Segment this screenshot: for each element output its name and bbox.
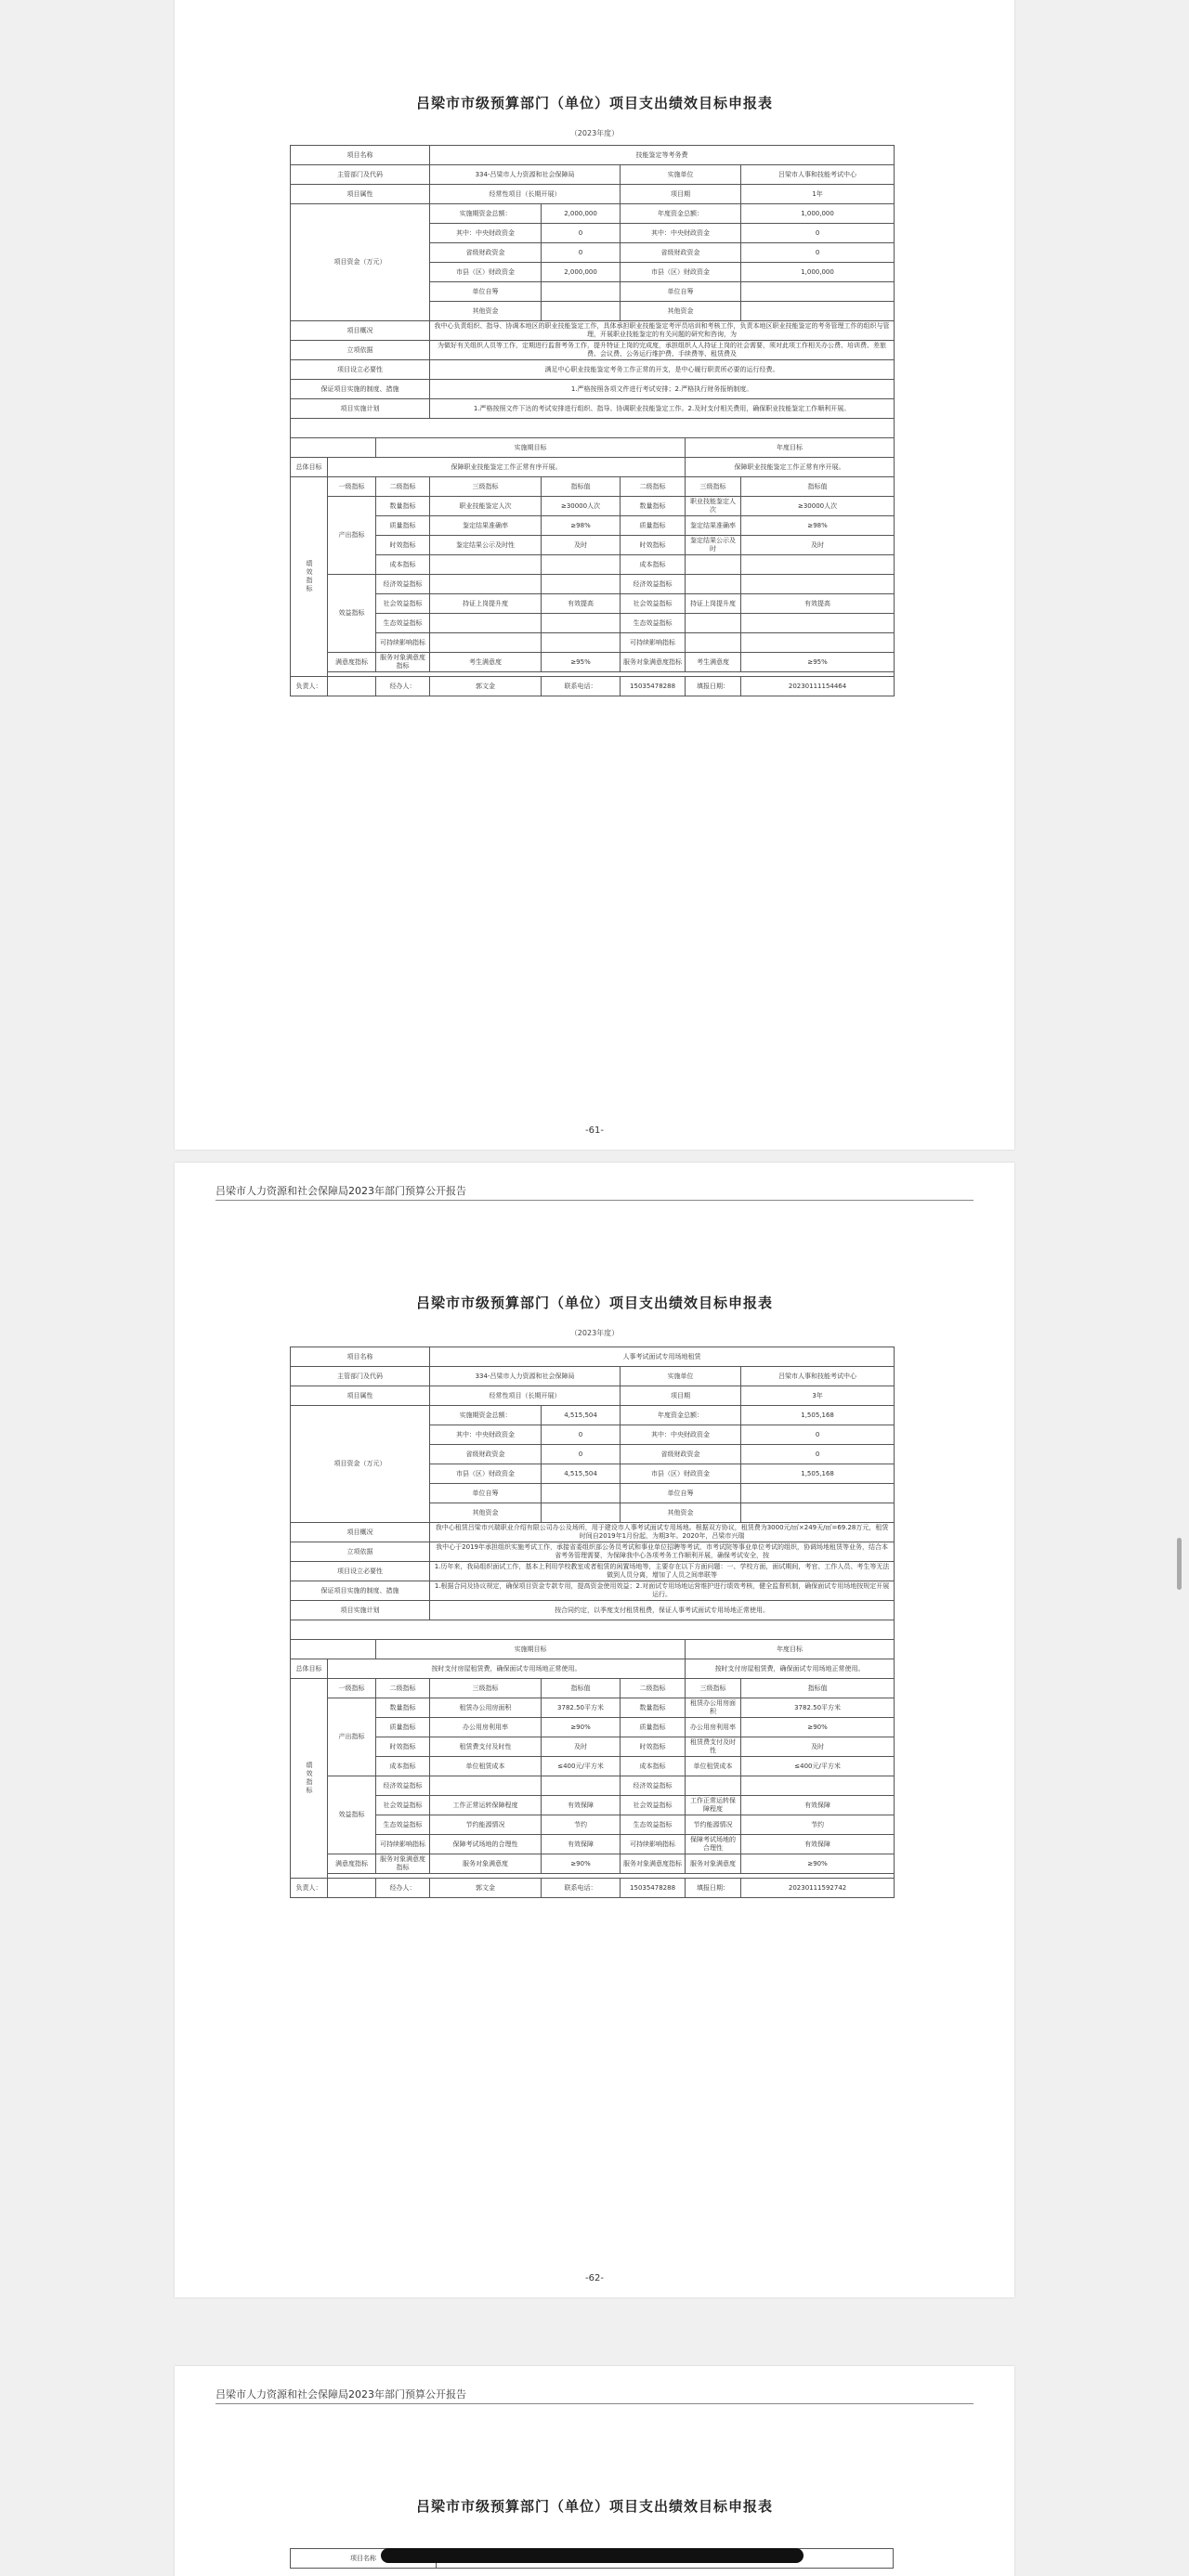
table-cell: 有效保障 (741, 1796, 895, 1815)
label-responsible: 负责人： (291, 677, 328, 696)
value-fill-date: 20230111592742 (741, 1879, 895, 1898)
value-responsible (328, 677, 376, 696)
table-cell: 其中：中央财政资金 (621, 224, 741, 243)
header-rule (216, 1200, 973, 1201)
page-number: -62- (585, 2273, 604, 2283)
label-handler: 经办人： (376, 677, 430, 696)
table-cell: 省级财政资金 (430, 243, 542, 263)
table-cell: 质量指标 (376, 516, 430, 536)
label-fill-date: 填报日期： (686, 1879, 741, 1898)
table-cell: 二级指标 (376, 477, 430, 497)
blank-cell (291, 1640, 376, 1659)
label-project-attr: 项目属性 (291, 1386, 430, 1406)
table-cell: 市县（区）财政资金 (621, 263, 741, 282)
table-cell: 年度资金总额： (621, 1406, 741, 1425)
value-period: 3年 (741, 1386, 895, 1406)
table-cell: 其中：中央财政资金 (430, 1425, 542, 1445)
table-cell: 鉴定结果公示及时性 (430, 536, 542, 555)
table-cell: 省级财政资金 (621, 243, 741, 263)
label-funds: 项目资金（万元） (291, 204, 430, 321)
table-cell: 服务对象满意度 (430, 1854, 542, 1874)
table-cell (542, 575, 621, 594)
value-fill-date: 20230111154464 (741, 677, 895, 696)
table-cell: 0 (741, 243, 895, 263)
table-cell: 工作正常运转保障程度 (686, 1796, 741, 1815)
table-cell: 1,505,168 (741, 1464, 895, 1484)
table-cell: 年度资金总额： (621, 204, 741, 224)
table-cell: 三级指标 (430, 477, 542, 497)
label-perf-indicator: 绩效指标 (291, 477, 328, 677)
table-cell (741, 555, 895, 575)
table-cell: 租赁费支付及时性 (430, 1737, 542, 1757)
table-cell: 其中：中央财政资金 (621, 1425, 741, 1445)
value-project-name: 技能鉴定等考务费 (430, 146, 895, 165)
performance-target-table (290, 145, 895, 696)
table-cell: 实施期资金总额： (430, 204, 542, 224)
value-impl-plan: 1.严格按照文件下达的考试安排进行组织、指导、协调职业技能鉴定工作。2.及时支付相关费用，确保职业技能鉴定工作顺利开展。 (430, 399, 895, 419)
table-cell: ≥90% (741, 1718, 895, 1737)
table-cell: 实施期资金总额： (430, 1406, 542, 1425)
table-cell (542, 555, 621, 575)
value-impl-unit: 吕梁市人事和技能考试中心 (741, 165, 895, 185)
value-necessity: 1.历年来，我局组织面试工作，基本上利用学校教室或者租赁的闲置场地等，主要存在以下方面问题：一、学校方面，面试期间，考官、工作人员、考生等无法做到人员分离，增加了人员之间串联等 (430, 1562, 895, 1581)
label-overall-goal: 总体目标 (291, 458, 328, 477)
table-cell: 可持续影响指标 (376, 633, 430, 653)
table-cell: 经济效益指标 (621, 1776, 686, 1796)
table-cell: 生态效益指标 (376, 1815, 430, 1835)
table-cell: 鉴定结果准确率 (430, 516, 542, 536)
table-cell: 二级指标 (376, 1679, 430, 1698)
scrollbar-thumb[interactable] (1177, 1538, 1182, 1590)
table-cell: 职业技能鉴定人次 (430, 497, 542, 516)
table-cell: 二级指标 (621, 477, 686, 497)
table-cell: 办公用房利用率 (686, 1718, 741, 1737)
table-cell: 省级财政资金 (430, 1445, 542, 1464)
header-rule (216, 2403, 973, 2404)
table-cell: 可持续影响指标 (621, 633, 686, 653)
table-cell: 鉴定结果公示及时 (686, 536, 741, 555)
label-basis: 立项依据 (291, 341, 430, 360)
table-cell: 0 (542, 224, 621, 243)
table-cell: ≥98% (542, 516, 621, 536)
value-impl-unit: 吕梁市人事和技能考试中心 (741, 1367, 895, 1386)
label-guarantee: 保证项目实施的制度、措施 (291, 380, 430, 399)
table-cell: 经济效益指标 (376, 1776, 430, 1796)
table-cell: 工作正常运转保障程度 (430, 1796, 542, 1815)
table-cell: 可持续影响指标 (376, 1835, 430, 1854)
table-cell: 有效保障 (542, 1796, 621, 1815)
table-cell: 及时 (741, 536, 895, 555)
table-cell: 有效提高 (741, 594, 895, 614)
table-cell (430, 614, 542, 633)
value-project-attr: 经常性项目（长期开展） (430, 1386, 621, 1406)
table-cell: 节约能源情况 (686, 1815, 741, 1835)
dynamic-island (381, 2548, 804, 2563)
table-cell: 指标值 (741, 1679, 895, 1698)
blank-row (291, 1620, 895, 1640)
label-project-name: 项目名称 (291, 1347, 430, 1367)
document-page-2 (175, 1163, 1014, 2297)
label-responsible: 负责人： (291, 1879, 328, 1898)
label-plan-goal: 实施期目标 (376, 1640, 686, 1659)
table-cell: 数量指标 (621, 497, 686, 516)
performance-target-table (290, 1347, 895, 1898)
table-cell: 市县（区）财政资金 (430, 263, 542, 282)
value-phone: 15035478288 (621, 677, 686, 696)
label-plan-goal: 实施期目标 (376, 438, 686, 458)
table-cell: 其中：中央财政资金 (430, 224, 542, 243)
table-cell: 保障考试场地的合理性 (686, 1835, 741, 1854)
table-cell (430, 1776, 542, 1796)
label-overview: 项目概况 (291, 321, 430, 341)
table-cell: 及时 (542, 536, 621, 555)
table-cell (430, 555, 542, 575)
value-necessity: 满足中心职业技能鉴定考务工作正常的开支，是中心履行职责所必要的运行经费。 (430, 360, 895, 380)
table-cell (542, 614, 621, 633)
table-cell (542, 1776, 621, 1796)
indicator-level1: 满意度指标 (328, 1854, 376, 1874)
table-cell: 市县（区）财政资金 (621, 1464, 741, 1484)
form-title: 吕梁市市级预算部门（单位）项目支出绩效目标申报表 (415, 2498, 773, 2515)
document-page-1 (175, 0, 1014, 1150)
table-cell: 租赁费支付及时性 (686, 1737, 741, 1757)
table-cell: ≥95% (741, 653, 895, 672)
table-cell (686, 575, 741, 594)
table-cell (741, 1776, 895, 1796)
table-cell: 服务对象满意度指标 (376, 1854, 430, 1874)
table-cell: 指标值 (542, 477, 621, 497)
table-cell (542, 302, 621, 321)
running-header: 吕梁市人力资源和社会保障局2023年部门预算公开报告 (216, 2388, 466, 2400)
label-impl-plan: 项目实施计划 (291, 1601, 430, 1620)
table-cell: 经济效益指标 (621, 575, 686, 594)
table-cell: 有效保障 (542, 1835, 621, 1854)
table-cell: 0 (741, 1425, 895, 1445)
label-annual-goal: 年度目标 (686, 1640, 895, 1659)
table-cell (542, 1503, 621, 1523)
table-cell: 生态效益指标 (621, 1815, 686, 1835)
table-cell (686, 614, 741, 633)
table-cell: 保障考试场地的合理性 (430, 1835, 542, 1854)
table-cell (686, 1776, 741, 1796)
label-dept-code: 主管部门及代码 (291, 165, 430, 185)
indicator-level1: 产出指标 (328, 497, 376, 575)
table-cell: 1,000,000 (741, 204, 895, 224)
table-cell: 单位自筹 (621, 282, 741, 302)
label-period: 项目期 (621, 1386, 741, 1406)
table-cell: 考生满意度 (430, 653, 542, 672)
table-cell (430, 575, 542, 594)
table-cell: 服务对象满意度指标 (621, 1854, 686, 1874)
table-cell: 指标值 (542, 1679, 621, 1698)
table-cell: 单位租赁成本 (430, 1757, 542, 1776)
table-cell: 时效指标 (621, 1737, 686, 1757)
table-cell: 0 (741, 1445, 895, 1464)
table-cell: 成本指标 (376, 1757, 430, 1776)
table-cell: 3782.50平方米 (741, 1698, 895, 1718)
value-handler: 郭文金 (430, 1879, 542, 1898)
table-cell: 办公用房利用率 (430, 1718, 542, 1737)
table-cell: 3782.50平方米 (542, 1698, 621, 1718)
table-cell: 一级指标 (328, 1679, 376, 1698)
value-phone: 15035478288 (621, 1879, 686, 1898)
table-cell: 数量指标 (376, 497, 430, 516)
table-cell: 4,515,504 (542, 1406, 621, 1425)
table-cell (542, 282, 621, 302)
table-cell: 节约 (741, 1815, 895, 1835)
label-impl-unit: 实施单位 (621, 165, 741, 185)
table-cell (741, 614, 895, 633)
table-cell: 节约能源情况 (430, 1815, 542, 1835)
table-cell: 社会效益指标 (621, 594, 686, 614)
table-cell: 持证上岗提升度 (686, 594, 741, 614)
table-cell: 数量指标 (376, 1698, 430, 1718)
label-period: 项目期 (621, 185, 741, 204)
table-cell: 二级指标 (621, 1679, 686, 1698)
value-basis: 我中心于2019年承担组织实施考试工作，承接省委组织部公务员考试和事业单位招聘等考试，市考试院等事业单位考试的组织，协调场地租赁等业务，结合本省考务管理需要，为保障我中心各项考务工作顺利开展，确保考试安全，按 (430, 1542, 895, 1562)
value-guarantee: 1.根据合同及协议规定，确保项目资金专款专用，提高资金使用效益；2.对面试专用场地运营维护进行绩效考核，健全监督机制，确保面试专用场地按规定开展运行。 (430, 1581, 895, 1601)
table-cell: 持证上岗提升度 (430, 594, 542, 614)
indicator-level1: 效益指标 (328, 575, 376, 653)
table-cell: 0 (741, 224, 895, 243)
label-necessity: 项目设立必要性 (291, 360, 430, 380)
value-dept-code: 334-吕梁市人力资源和社会保障局 (430, 1367, 621, 1386)
indicator-level1: 产出指标 (328, 1698, 376, 1776)
table-cell: ≥30000人次 (741, 497, 895, 516)
table-cell (741, 302, 895, 321)
table-cell: 租赁办公用房面积 (430, 1698, 542, 1718)
table-cell: 有效保障 (741, 1835, 895, 1854)
label-perf-indicator: 绩效指标 (291, 1679, 328, 1879)
value-plan-goal: 保障职业技能鉴定工作正常有序开展。 (328, 458, 686, 477)
value-annual-goal: 保障职业技能鉴定工作正常有序开展。 (686, 458, 895, 477)
table-cell: 成本指标 (621, 555, 686, 575)
table-cell: 经济效益指标 (376, 575, 430, 594)
table-cell: 社会效益指标 (621, 1796, 686, 1815)
table-cell: 时效指标 (621, 536, 686, 555)
table-cell: ≤400元/平方米 (741, 1757, 895, 1776)
table-cell: 节约 (542, 1815, 621, 1835)
label-overview: 项目概况 (291, 1523, 430, 1542)
table-cell: 其他资金 (621, 302, 741, 321)
running-header: 吕梁市人力资源和社会保障局2023年部门预算公开报告 (216, 1185, 466, 1197)
label-handler: 经办人： (376, 1879, 430, 1898)
table-cell: 有效提高 (542, 594, 621, 614)
indicator-level1: 效益指标 (328, 1776, 376, 1854)
document-page-3 (175, 2366, 1014, 2576)
label-phone: 联系电话： (542, 1879, 621, 1898)
value-dept-code: 334-吕梁市人力资源和社会保障局 (430, 165, 621, 185)
table-cell: 三级指标 (686, 1679, 741, 1698)
value-plan-goal: 按时支付房屋租赁费，确保面试专用场地正常使用。 (328, 1659, 686, 1679)
table-cell: 及时 (542, 1737, 621, 1757)
label-project-name: 项目名称 (291, 2549, 437, 2569)
table-cell: 单位自筹 (621, 1484, 741, 1503)
table-cell: ≤400元/平方米 (542, 1757, 621, 1776)
table-cell: 0 (542, 1425, 621, 1445)
label-phone: 联系电话： (542, 677, 621, 696)
value-overview: 我中心租赁吕梁市兴瑞职业介绍有限公司办公及场所，用于建设市人事考试面试专用场地。根据双方协议，租赁费为3000元/㎡×249天/㎡=69.28万元，租赁时间自2019年1月份起，为期3年。2020年，吕梁市兴瑞 (430, 1523, 895, 1542)
label-guarantee: 保证项目实施的制度、措施 (291, 1581, 430, 1601)
table-cell: 其他资金 (430, 302, 542, 321)
table-cell: 考生满意度 (686, 653, 741, 672)
table-cell: 服务对象满意度指标 (621, 653, 686, 672)
table-cell: 三级指标 (686, 477, 741, 497)
table-cell: ≥90% (741, 1854, 895, 1874)
label-annual-goal: 年度目标 (686, 438, 895, 458)
table-cell: 1,000,000 (741, 263, 895, 282)
value-responsible (328, 1879, 376, 1898)
indicator-level1: 满意度指标 (328, 653, 376, 672)
table-cell: 生态效益指标 (376, 614, 430, 633)
blank-row (291, 419, 895, 438)
value-handler: 郭文金 (430, 677, 542, 696)
table-cell (741, 1503, 895, 1523)
value-guarantee: 1.严格按照各项文件进行考试安排；2.严格执行财务报销制度。 (430, 380, 895, 399)
table-cell: 其他资金 (430, 1503, 542, 1523)
table-cell: ≥90% (542, 1854, 621, 1874)
table-cell: 成本指标 (376, 555, 430, 575)
table-cell: 租赁办公用房面积 (686, 1698, 741, 1718)
table-cell: 0 (542, 1445, 621, 1464)
table-cell: 服务对象满意度指标 (376, 653, 430, 672)
table-cell: 社会效益指标 (376, 1796, 430, 1815)
table-cell: 1,505,168 (741, 1406, 895, 1425)
table-cell: 职业技能鉴定人次 (686, 497, 741, 516)
table-cell: 及时 (741, 1737, 895, 1757)
form-title: 吕梁市市级预算部门（单位）项目支出绩效目标申报表 (415, 1295, 773, 1311)
table-cell: ≥95% (542, 653, 621, 672)
value-period: 1年 (741, 185, 895, 204)
table-cell: 单位自筹 (430, 1484, 542, 1503)
table-cell: 市县（区）财政资金 (430, 1464, 542, 1484)
value-basis: 为做好有关组织人员等工作，定期进行监督考务工作，提升特证上岗的完成度，承担组织人人持证上岗的社会需要，须对此项工作相关办公费、培训费、差旅费、会议费、公务运行维护费、手续费等、租赁费及 (430, 341, 895, 360)
table-cell (686, 555, 741, 575)
table-cell: 三级指标 (430, 1679, 542, 1698)
value-project-name: 人事考试面试专用场地租赁 (430, 1347, 895, 1367)
table-cell: 成本指标 (621, 1757, 686, 1776)
value-overview: 我中心负责组织、指导、协调本地区的职业技能鉴定工作，具体承担职业技能鉴定考评员培训和考核工作，负责本地区职业技能鉴定的考务管理工作的组织与管理，开展职业技能鉴定的有关问题的研究和咨询，为 (430, 321, 895, 341)
label-impl-plan: 项目实施计划 (291, 399, 430, 419)
table-cell (542, 633, 621, 653)
label-project-attr: 项目属性 (291, 185, 430, 204)
form-year: （2023年度） (569, 1329, 620, 1337)
value-impl-plan: 按合同约定，以季度支付租赁租费，保证人事考试面试专用场地正常使用。 (430, 1601, 895, 1620)
table-cell: ≥30000人次 (542, 497, 621, 516)
table-cell (741, 1484, 895, 1503)
table-cell: 时效指标 (376, 1737, 430, 1757)
table-cell (686, 633, 741, 653)
label-overall-goal: 总体目标 (291, 1659, 328, 1679)
form-year: （2023年度） (569, 129, 620, 137)
table-cell (741, 575, 895, 594)
table-cell: 服务对象满意度 (686, 1854, 741, 1874)
table-cell: 社会效益指标 (376, 594, 430, 614)
table-cell: 数量指标 (621, 1698, 686, 1718)
label-fill-date: 填报日期： (686, 677, 741, 696)
label-basis: 立项依据 (291, 1542, 430, 1562)
table-cell: 质量指标 (621, 516, 686, 536)
table-cell: ≥98% (741, 516, 895, 536)
table-cell (741, 282, 895, 302)
table-cell: 2,000,000 (542, 263, 621, 282)
table-cell (430, 633, 542, 653)
table-cell: 单位租赁成本 (686, 1757, 741, 1776)
table-cell: ≥90% (542, 1718, 621, 1737)
label-dept-code: 主管部门及代码 (291, 1367, 430, 1386)
blank-cell (291, 438, 376, 458)
form-title: 吕梁市市级预算部门（单位）项目支出绩效目标申报表 (415, 95, 773, 111)
label-funds: 项目资金（万元） (291, 1406, 430, 1523)
table-cell (542, 1484, 621, 1503)
value-project-attr: 经常性项目（长期开展） (430, 185, 621, 204)
table-cell: 省级财政资金 (621, 1445, 741, 1464)
table-cell: 质量指标 (621, 1718, 686, 1737)
table-cell (741, 633, 895, 653)
label-impl-unit: 实施单位 (621, 1367, 741, 1386)
table-cell: 可持续影响指标 (621, 1835, 686, 1854)
table-cell: 其他资金 (621, 1503, 741, 1523)
table-cell: 单位自筹 (430, 282, 542, 302)
table-cell: 生态效益指标 (621, 614, 686, 633)
value-annual-goal: 按时支付房屋租赁费，确保面试专用场地正常使用。 (686, 1659, 895, 1679)
table-cell: 4,515,504 (542, 1464, 621, 1484)
table-cell: 一级指标 (328, 477, 376, 497)
label-project-name: 项目名称 (291, 146, 430, 165)
table-cell: 鉴定结果准确率 (686, 516, 741, 536)
table-cell: 指标值 (741, 477, 895, 497)
table-cell: 质量指标 (376, 1718, 430, 1737)
page-number: -61- (585, 1125, 604, 1136)
table-cell: 时效指标 (376, 536, 430, 555)
table-cell: 2,000,000 (542, 204, 621, 224)
label-necessity: 项目设立必要性 (291, 1562, 430, 1581)
table-cell: 0 (542, 243, 621, 263)
